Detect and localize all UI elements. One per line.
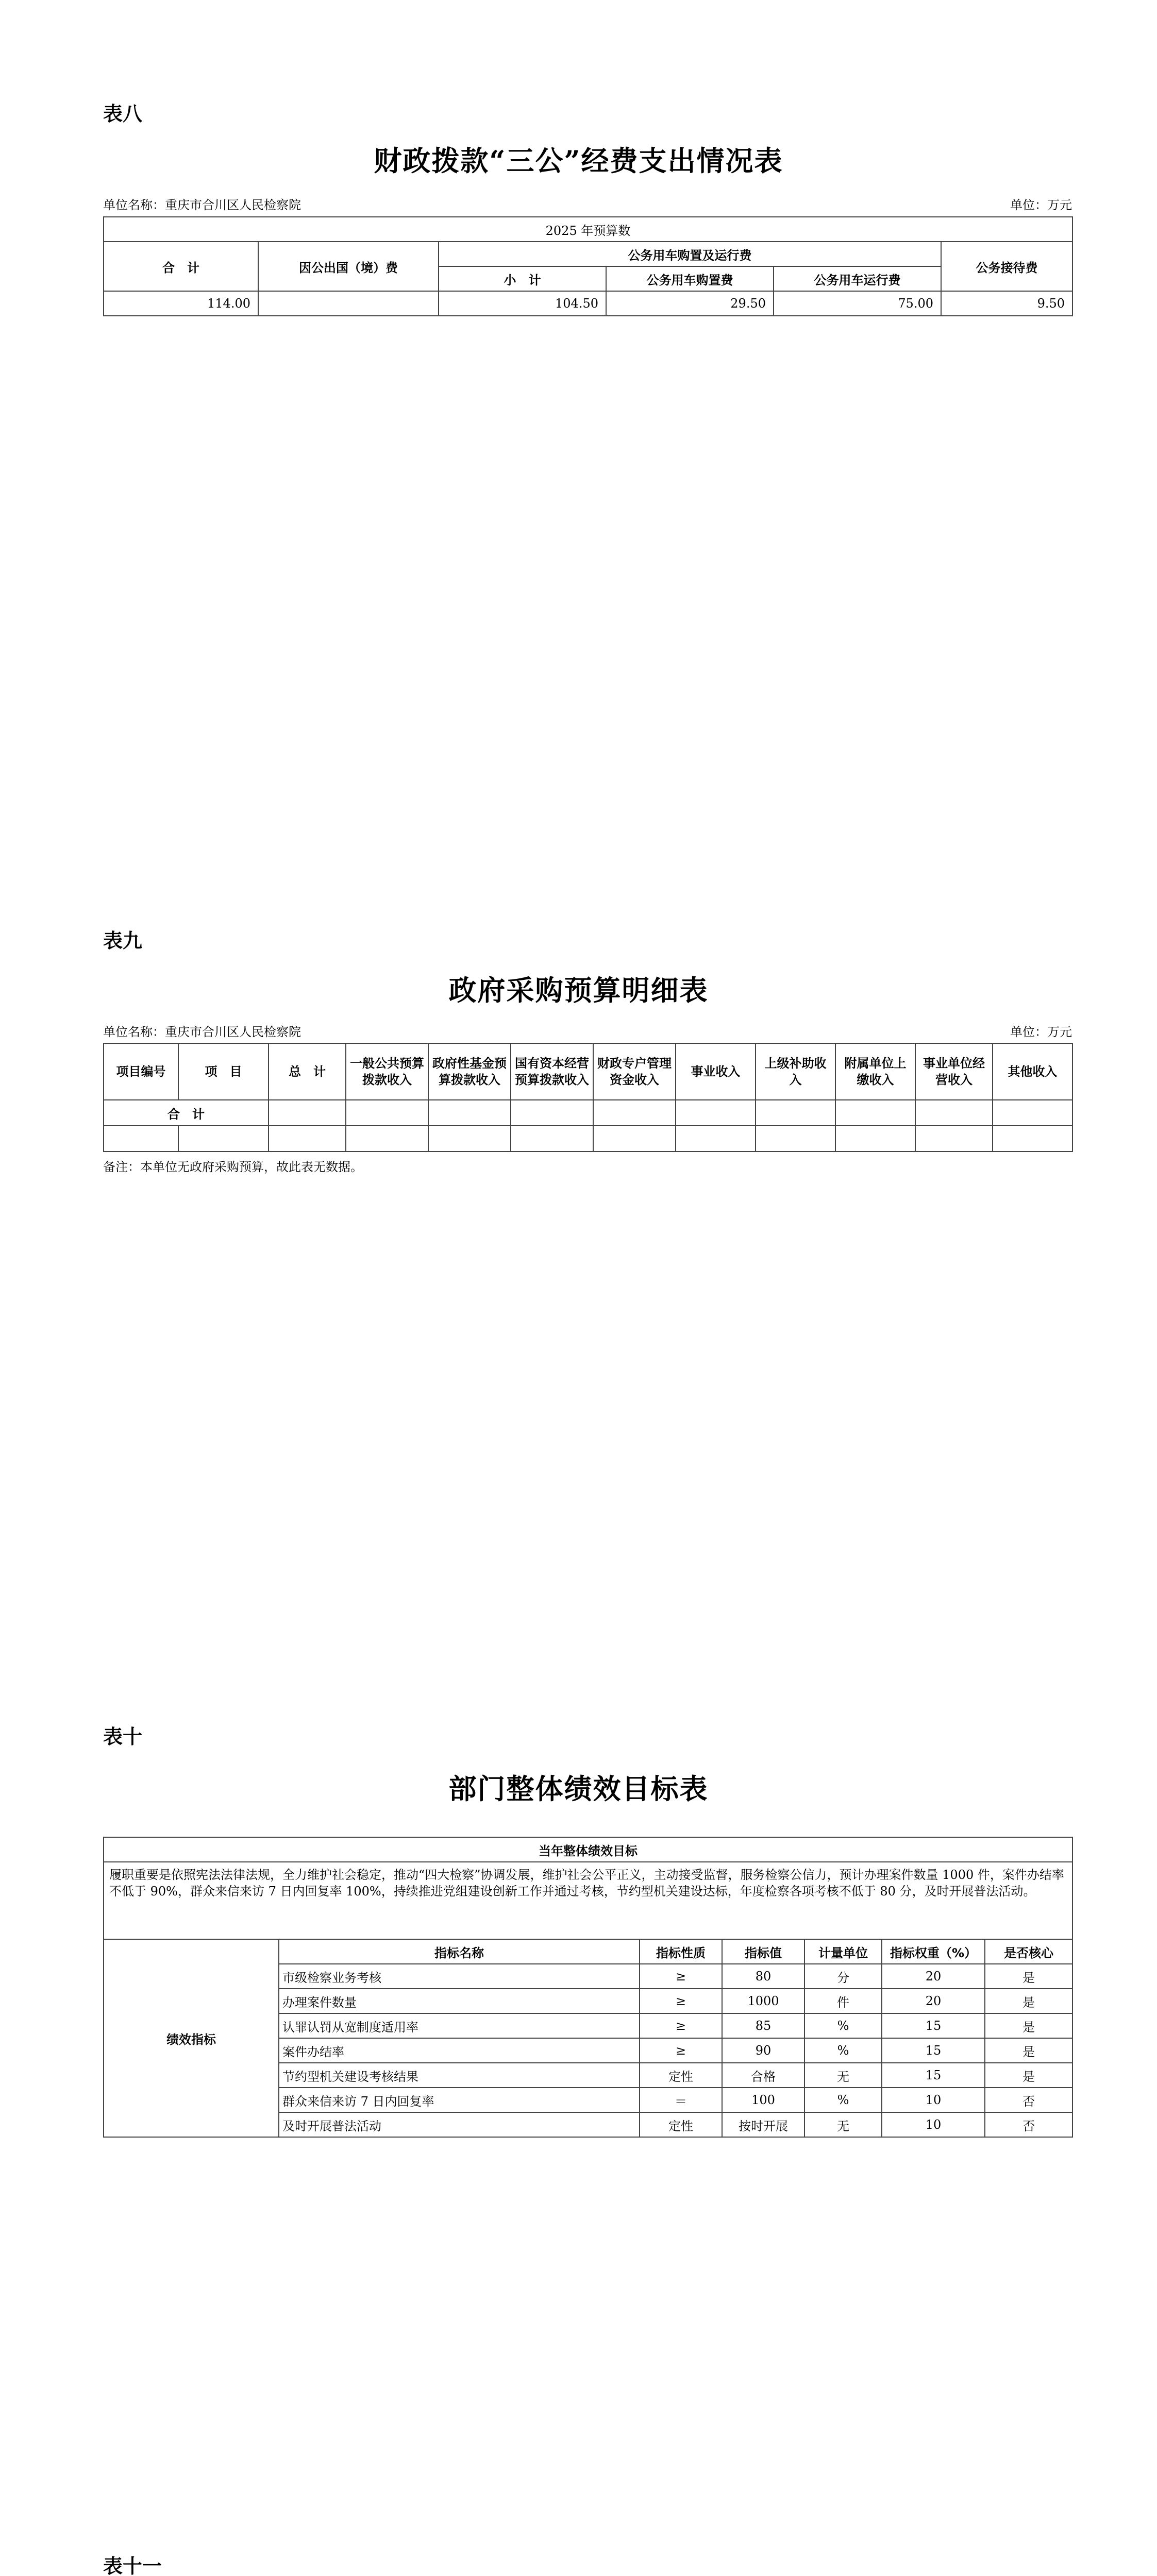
value-abroad — [258, 291, 439, 316]
col-value: 指标值 — [722, 1939, 804, 1964]
procurement-note: 备注：本单位无政府采购预算，故此表无数据。 — [103, 1160, 363, 1174]
header-special-account: 财政专户管理资金收入 — [593, 1043, 676, 1100]
table-row: 节约型机关建设考核结果 定性 合格 无 15 是 — [104, 2063, 1072, 2088]
header-project: 项 目 — [178, 1043, 269, 1100]
performance-indicator-label: 绩效指标 — [104, 1939, 279, 2137]
header-reception: 公务接待费 — [941, 242, 1072, 291]
header-subtotal: 小 计 — [439, 266, 606, 291]
header-fund-budget: 政府性基金预算拨款收入 — [428, 1043, 511, 1100]
header-superior-subsidy: 上级补助收入 — [756, 1043, 835, 1100]
table-title-9: 政府采购预算明细表 — [448, 974, 709, 1007]
table-row: 及时开展普法活动 定性 按时开展 无 10 否 — [104, 2112, 1072, 2137]
table-row: 认罪认罚从宽制度适用率 ≥ 85 % 15 是 — [104, 2013, 1072, 2038]
col-nature: 指标性质 — [640, 1939, 722, 1964]
value-total: 114.00 — [104, 291, 258, 316]
unit-label-9: 单位：万元 — [1010, 1025, 1072, 1039]
unit-name-9: 单位名称：重庆市合川区人民检察院 — [103, 1025, 301, 1039]
budget-header: 2025 年预算数 — [104, 217, 1072, 242]
table-row: 市级检察业务考核 ≥ 80 分 20 是 — [104, 1964, 1072, 1989]
section-tag-8: 表八 — [103, 103, 143, 125]
header-affiliate-income: 附属单位上缴收入 — [835, 1043, 915, 1100]
government-procurement-table — [103, 1043, 1072, 1152]
three-public-expense-table — [103, 216, 1072, 316]
header-total: 合 计 — [104, 242, 258, 291]
header-state-capital: 国有资本经营预算拨款收入 — [511, 1043, 593, 1100]
header-operating-income: 事业单位经营收入 — [915, 1043, 993, 1100]
header-grand-total: 总 计 — [269, 1043, 346, 1100]
value-purchase: 29.50 — [606, 291, 774, 316]
table-row: 案件办结率 ≥ 90 % 15 是 — [104, 2038, 1072, 2063]
value-subtotal: 104.50 — [439, 291, 606, 316]
header-other-income: 其他收入 — [993, 1043, 1072, 1100]
header-general-budget: 一般公共预算拨款收入 — [346, 1043, 428, 1100]
table-row: 办理案件数量 ≥ 1000 件 20 是 — [104, 1989, 1072, 2013]
unit-name-8: 单位名称：重庆市合川区人民检察院 — [103, 198, 301, 212]
unit-label-8: 单位：万元 — [1010, 198, 1072, 212]
table-row: 群众来信来访 7 日内回复率 ＝ 100 % 10 否 — [104, 2088, 1072, 2112]
header-vehicle: 公务用车购置及运行费 — [439, 242, 941, 266]
table-title-8: 财政拨款“三公”经费支出情况表 — [374, 144, 783, 177]
header-project-code: 项目编号 — [104, 1043, 178, 1100]
value-operation: 75.00 — [774, 291, 941, 316]
overall-target-header: 当年整体绩效目标 — [104, 1837, 1072, 1862]
overall-target-text: 履职重要是依照宪法法律法规，全力维护社会稳定，推动“四大检察”协调发展，维护社会公平正义，主动接受监督，服务检察公信力，预计办理案件数量 1000 件，案件办结率不低于 90%，群众来信来访 7 日内回复率 100%，持续推进党组建设创新工作并通过考核，节约型机关建设达标，年度检察各项考核不低于 80 分，及时开展普法活动。 — [104, 1862, 1072, 1939]
header-operation: 公务用车运行费 — [774, 266, 941, 291]
total-label: 合 计 — [104, 1100, 269, 1126]
col-weight: 指标权重（%） — [882, 1939, 985, 1964]
header-abroad: 因公出国（境）费 — [258, 242, 439, 291]
table-title-10: 部门整体绩效目标表 — [448, 1772, 709, 1805]
section-tag-10: 表十 — [103, 1725, 143, 1748]
col-core: 是否核心 — [985, 1939, 1072, 1964]
section-tag-11: 表十一 — [103, 2555, 162, 2576]
header-business-income: 事业收入 — [676, 1043, 756, 1100]
col-unit: 计量单位 — [804, 1939, 882, 1964]
overall-performance-table — [103, 1837, 1072, 2138]
col-indicator-name: 指标名称 — [279, 1939, 640, 1964]
header-purchase: 公务用车购置费 — [606, 266, 774, 291]
value-reception: 9.50 — [941, 291, 1072, 316]
section-tag-9: 表九 — [103, 929, 143, 952]
